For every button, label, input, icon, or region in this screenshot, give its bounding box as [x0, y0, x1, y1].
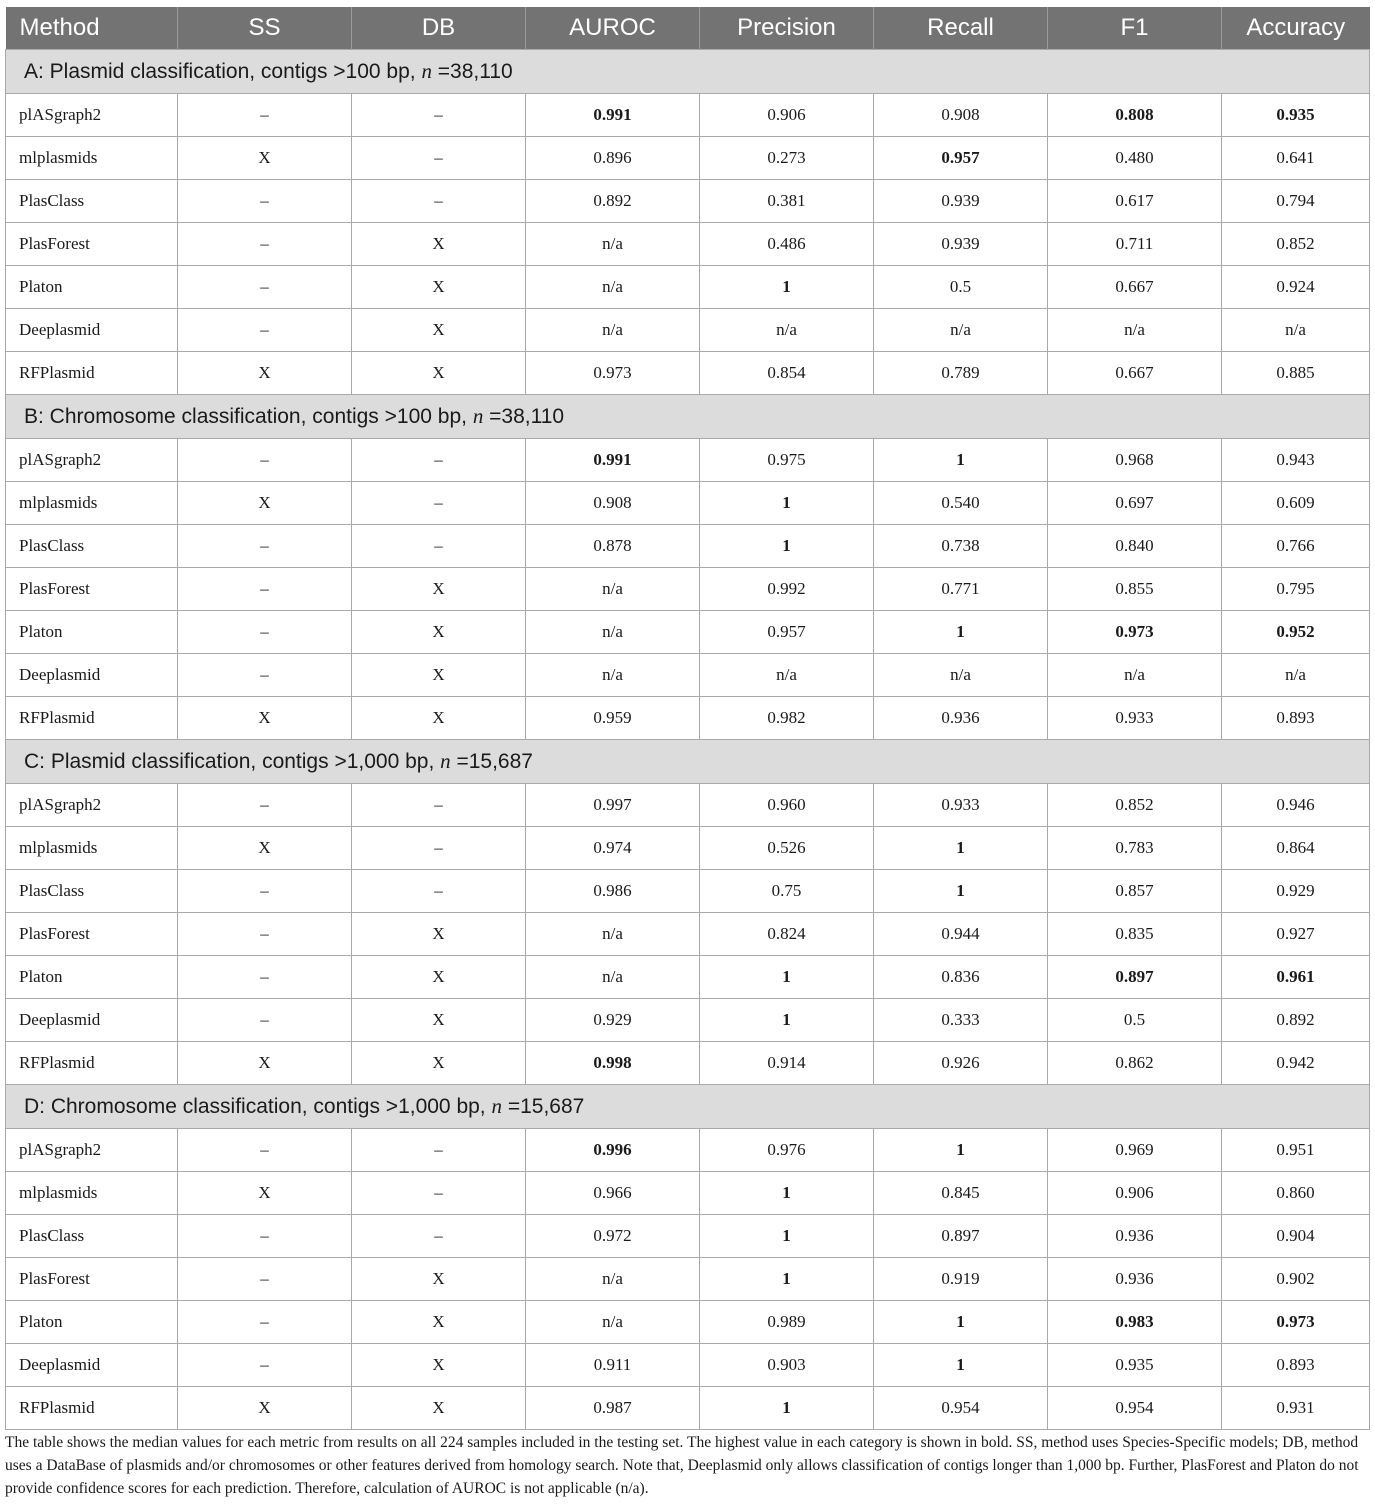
cell-auroc: 0.991 — [526, 439, 700, 482]
cell-auroc: n/a — [526, 913, 700, 956]
cell-ss: – — [178, 1344, 352, 1387]
cell-auroc: n/a — [526, 223, 700, 266]
cell-precision: n/a — [700, 309, 874, 352]
cell-db: – — [352, 1129, 526, 1172]
cell-ss: – — [178, 1215, 352, 1258]
cell-method: mlplasmids — [6, 482, 178, 525]
cell-ss: – — [178, 999, 352, 1042]
cell-ss: – — [178, 223, 352, 266]
cell-recall: 0.926 — [874, 1042, 1048, 1085]
cell-accuracy: 0.885 — [1222, 352, 1370, 395]
cell-f1: 0.973 — [1048, 611, 1222, 654]
cell-precision: 0.381 — [700, 180, 874, 223]
cell-db: X — [352, 223, 526, 266]
cell-method: Deeplasmid — [6, 999, 178, 1042]
cell-auroc: n/a — [526, 956, 700, 999]
header-ss: SS — [178, 7, 352, 50]
cell-recall: 0.944 — [874, 913, 1048, 956]
cell-recall: 0.738 — [874, 525, 1048, 568]
cell-recall: 0.897 — [874, 1215, 1048, 1258]
table-row — [6, 180, 1370, 223]
section-title — [6, 395, 1370, 439]
cell-precision: 1 — [700, 1387, 874, 1430]
cell-accuracy: 0.927 — [1222, 913, 1370, 956]
cell-precision: 0.75 — [700, 870, 874, 913]
cell-method: Platon — [6, 611, 178, 654]
table-header — [6, 7, 1370, 50]
table-row — [6, 654, 1370, 697]
cell-method: plASgraph2 — [6, 94, 178, 137]
cell-accuracy: 0.795 — [1222, 568, 1370, 611]
cell-method: Platon — [6, 266, 178, 309]
cell-f1: 0.711 — [1048, 223, 1222, 266]
cell-method: Deeplasmid — [6, 1344, 178, 1387]
cell-precision: 0.903 — [700, 1344, 874, 1387]
cell-f1: 0.617 — [1048, 180, 1222, 223]
cell-f1: 0.968 — [1048, 439, 1222, 482]
cell-f1: 0.936 — [1048, 1215, 1222, 1258]
cell-method: RFPlasmid — [6, 697, 178, 740]
cell-ss: – — [178, 1129, 352, 1172]
cell-db: X — [352, 1301, 526, 1344]
cell-auroc: 0.972 — [526, 1215, 700, 1258]
cell-accuracy: 0.935 — [1222, 94, 1370, 137]
table-row — [6, 482, 1370, 525]
cell-auroc: 0.911 — [526, 1344, 700, 1387]
cell-method: PlasForest — [6, 223, 178, 266]
cell-auroc: n/a — [526, 1301, 700, 1344]
cell-accuracy: 0.892 — [1222, 999, 1370, 1042]
cell-accuracy: 0.766 — [1222, 525, 1370, 568]
cell-db: X — [352, 611, 526, 654]
section-header — [6, 1085, 1370, 1129]
cell-f1: 0.862 — [1048, 1042, 1222, 1085]
cell-db: X — [352, 913, 526, 956]
cell-ss: X — [178, 482, 352, 525]
cell-db: X — [352, 654, 526, 697]
cell-auroc: 0.991 — [526, 94, 700, 137]
table-row — [6, 827, 1370, 870]
cell-method: Deeplasmid — [6, 654, 178, 697]
cell-f1: 0.667 — [1048, 266, 1222, 309]
cell-auroc: 0.997 — [526, 784, 700, 827]
table-row — [6, 309, 1370, 352]
cell-recall: 0.939 — [874, 223, 1048, 266]
section-header — [6, 740, 1370, 784]
cell-precision: 1 — [700, 482, 874, 525]
section-title-n-symbol: n — [440, 749, 451, 773]
section-header — [6, 395, 1370, 439]
cell-f1: 0.855 — [1048, 568, 1222, 611]
cell-ss: – — [178, 439, 352, 482]
cell-auroc: 0.959 — [526, 697, 700, 740]
cell-recall: 0.919 — [874, 1258, 1048, 1301]
cell-auroc: 0.987 — [526, 1387, 700, 1430]
cell-recall: 1 — [874, 1344, 1048, 1387]
cell-ss: X — [178, 352, 352, 395]
cell-ss: – — [178, 611, 352, 654]
table-row — [6, 1387, 1370, 1430]
cell-ss: – — [178, 654, 352, 697]
cell-ss: – — [178, 568, 352, 611]
cell-accuracy: n/a — [1222, 309, 1370, 352]
table-footnote: The table shows the median values for each metric from results on all 224 samples included in the testing set. The highest value in each category is shown in bold. SS, method uses Species-Specific models; DB, method uses a DataBase of plasmids and/or chromosomes or other features derived from homology search. Note that, Deeplasmid only allows classification of contigs longer than 1,000 bp. Further, PlasForest and Platon do not provide confidence scores for each prediction. Therefore, calculation of AUROC is not applicable (n/a). — [5, 1434, 1359, 1497]
cell-auroc: 0.908 — [526, 482, 700, 525]
cell-f1: 0.667 — [1048, 352, 1222, 395]
cell-db: X — [352, 352, 526, 395]
cell-auroc: 0.896 — [526, 137, 700, 180]
cell-f1: 0.840 — [1048, 525, 1222, 568]
cell-recall: 1 — [874, 870, 1048, 913]
cell-method: RFPlasmid — [6, 352, 178, 395]
cell-f1: 0.983 — [1048, 1301, 1222, 1344]
table-row — [6, 352, 1370, 395]
results-table-container — [5, 7, 1369, 1430]
cell-accuracy: 0.943 — [1222, 439, 1370, 482]
cell-recall: 1 — [874, 439, 1048, 482]
section-title-text: B: Chromosome classification, contigs >100 bp, — [24, 405, 473, 428]
cell-method: PlasForest — [6, 913, 178, 956]
cell-precision: 0.960 — [700, 784, 874, 827]
table-row — [6, 697, 1370, 740]
cell-auroc: 0.966 — [526, 1172, 700, 1215]
cell-method: RFPlasmid — [6, 1042, 178, 1085]
cell-accuracy: 0.794 — [1222, 180, 1370, 223]
cell-precision: 0.854 — [700, 352, 874, 395]
cell-db: X — [352, 999, 526, 1042]
cell-method: PlasForest — [6, 1258, 178, 1301]
cell-method: RFPlasmid — [6, 1387, 178, 1430]
cell-accuracy: 0.973 — [1222, 1301, 1370, 1344]
section-header — [6, 50, 1370, 94]
table-row — [6, 266, 1370, 309]
table-row — [6, 999, 1370, 1042]
table-row — [6, 94, 1370, 137]
cell-recall: 0.957 — [874, 137, 1048, 180]
cell-accuracy: 0.893 — [1222, 697, 1370, 740]
cell-f1: 0.857 — [1048, 870, 1222, 913]
cell-ss: – — [178, 1301, 352, 1344]
cell-precision: 0.975 — [700, 439, 874, 482]
cell-accuracy: 0.641 — [1222, 137, 1370, 180]
cell-recall: 0.908 — [874, 94, 1048, 137]
cell-recall: 1 — [874, 1301, 1048, 1344]
cell-precision: 0.982 — [700, 697, 874, 740]
cell-ss: X — [178, 1042, 352, 1085]
cell-method: mlplasmids — [6, 137, 178, 180]
cell-db: X — [352, 1344, 526, 1387]
table-row — [6, 784, 1370, 827]
cell-accuracy: 0.864 — [1222, 827, 1370, 870]
header-recall: Recall — [874, 7, 1048, 50]
cell-ss: X — [178, 1387, 352, 1430]
table-row — [6, 1172, 1370, 1215]
cell-accuracy: n/a — [1222, 654, 1370, 697]
section-title-count: =38,110 — [483, 405, 565, 428]
cell-precision: 0.273 — [700, 137, 874, 180]
cell-auroc: n/a — [526, 266, 700, 309]
cell-precision: 1 — [700, 1215, 874, 1258]
cell-db: – — [352, 137, 526, 180]
cell-db: – — [352, 827, 526, 870]
cell-precision: 0.526 — [700, 827, 874, 870]
cell-method: PlasForest — [6, 568, 178, 611]
cell-recall: 0.939 — [874, 180, 1048, 223]
cell-accuracy: 0.852 — [1222, 223, 1370, 266]
cell-db: X — [352, 697, 526, 740]
cell-db: X — [352, 956, 526, 999]
section-title-n-symbol: n — [491, 1094, 502, 1118]
cell-method: plASgraph2 — [6, 784, 178, 827]
cell-f1: 0.936 — [1048, 1258, 1222, 1301]
cell-precision: 1 — [700, 999, 874, 1042]
cell-accuracy: 0.952 — [1222, 611, 1370, 654]
cell-recall: 0.845 — [874, 1172, 1048, 1215]
cell-method: Platon — [6, 956, 178, 999]
cell-method: plASgraph2 — [6, 1129, 178, 1172]
section-title-n-symbol: n — [421, 59, 432, 83]
cell-recall: 0.333 — [874, 999, 1048, 1042]
table-row — [6, 870, 1370, 913]
cell-ss: – — [178, 94, 352, 137]
cell-auroc: 0.878 — [526, 525, 700, 568]
table-row — [6, 1258, 1370, 1301]
cell-accuracy: 0.609 — [1222, 482, 1370, 525]
cell-recall: 1 — [874, 827, 1048, 870]
cell-f1: 0.935 — [1048, 1344, 1222, 1387]
cell-db: – — [352, 180, 526, 223]
header-row — [6, 7, 1370, 50]
cell-precision: n/a — [700, 654, 874, 697]
cell-auroc: n/a — [526, 611, 700, 654]
section-title-text: A: Plasmid classification, contigs >100 bp, — [24, 60, 422, 83]
cell-accuracy: 0.893 — [1222, 1344, 1370, 1387]
cell-db: – — [352, 1172, 526, 1215]
cell-db: X — [352, 1387, 526, 1430]
header-precision: Precision — [700, 7, 874, 50]
cell-precision: 0.992 — [700, 568, 874, 611]
table-body — [6, 50, 1370, 1430]
cell-precision: 1 — [700, 266, 874, 309]
cell-f1: 0.954 — [1048, 1387, 1222, 1430]
cell-precision: 0.906 — [700, 94, 874, 137]
cell-f1: 0.697 — [1048, 482, 1222, 525]
cell-auroc: 0.973 — [526, 352, 700, 395]
table-row — [6, 956, 1370, 999]
cell-db: – — [352, 784, 526, 827]
cell-f1: 0.783 — [1048, 827, 1222, 870]
cell-recall: 1 — [874, 1129, 1048, 1172]
cell-auroc: n/a — [526, 568, 700, 611]
section-title — [6, 50, 1370, 94]
section-title-count: =15,687 — [501, 1095, 585, 1118]
cell-recall: n/a — [874, 309, 1048, 352]
cell-recall: 0.789 — [874, 352, 1048, 395]
table-row — [6, 525, 1370, 568]
cell-precision: 1 — [700, 956, 874, 999]
section-title — [6, 1085, 1370, 1129]
cell-db: – — [352, 482, 526, 525]
cell-f1: 0.969 — [1048, 1129, 1222, 1172]
header-accuracy: Accuracy — [1222, 7, 1370, 50]
cell-recall: 0.933 — [874, 784, 1048, 827]
cell-ss: – — [178, 913, 352, 956]
cell-recall: 0.540 — [874, 482, 1048, 525]
section-title-n-symbol: n — [472, 404, 484, 428]
cell-recall: 0.771 — [874, 568, 1048, 611]
cell-db: – — [352, 439, 526, 482]
cell-ss: – — [178, 309, 352, 352]
cell-auroc: n/a — [526, 1258, 700, 1301]
cell-precision: 1 — [700, 1258, 874, 1301]
cell-auroc: 0.986 — [526, 870, 700, 913]
cell-precision: 0.989 — [700, 1301, 874, 1344]
cell-accuracy: 0.951 — [1222, 1129, 1370, 1172]
table-row — [6, 439, 1370, 482]
cell-ss: – — [178, 180, 352, 223]
cell-auroc: 0.929 — [526, 999, 700, 1042]
cell-ss: – — [178, 1258, 352, 1301]
cell-f1: 0.835 — [1048, 913, 1222, 956]
cell-auroc: 0.996 — [526, 1129, 700, 1172]
header-db: DB — [352, 7, 526, 50]
cell-ss: – — [178, 525, 352, 568]
cell-auroc: n/a — [526, 309, 700, 352]
cell-db: – — [352, 870, 526, 913]
cell-db: – — [352, 94, 526, 137]
cell-f1: 0.808 — [1048, 94, 1222, 137]
table-row — [6, 1129, 1370, 1172]
cell-precision: 0.486 — [700, 223, 874, 266]
cell-recall: 0.836 — [874, 956, 1048, 999]
cell-ss: X — [178, 697, 352, 740]
cell-method: Platon — [6, 1301, 178, 1344]
cell-auroc: 0.892 — [526, 180, 700, 223]
cell-f1: 0.5 — [1048, 999, 1222, 1042]
cell-recall: 0.936 — [874, 697, 1048, 740]
cell-accuracy: 0.942 — [1222, 1042, 1370, 1085]
section-title-text: D: Chromosome classification, contigs >1,000 bp, — [24, 1095, 492, 1118]
cell-db: – — [352, 1215, 526, 1258]
cell-ss: – — [178, 870, 352, 913]
cell-f1: 0.852 — [1048, 784, 1222, 827]
table-row — [6, 1344, 1370, 1387]
table-row — [6, 1301, 1370, 1344]
table-row — [6, 223, 1370, 266]
cell-method: PlasClass — [6, 870, 178, 913]
header-method: Method — [6, 7, 178, 50]
cell-accuracy: 0.860 — [1222, 1172, 1370, 1215]
cell-recall: 1 — [874, 611, 1048, 654]
cell-ss: – — [178, 956, 352, 999]
cell-f1: 0.897 — [1048, 956, 1222, 999]
header-auroc: AUROC — [526, 7, 700, 50]
cell-auroc: 0.998 — [526, 1042, 700, 1085]
results-table — [5, 7, 1370, 1430]
cell-db: X — [352, 309, 526, 352]
section-title-text: C: Plasmid classification, contigs >1,000 bp, — [24, 750, 441, 773]
table-row — [6, 568, 1370, 611]
cell-precision: 1 — [700, 1172, 874, 1215]
table-row — [6, 1042, 1370, 1085]
cell-precision: 0.824 — [700, 913, 874, 956]
cell-method: plASgraph2 — [6, 439, 178, 482]
cell-precision: 0.976 — [700, 1129, 874, 1172]
cell-auroc: n/a — [526, 654, 700, 697]
cell-recall: 0.954 — [874, 1387, 1048, 1430]
cell-method: PlasClass — [6, 180, 178, 223]
cell-method: mlplasmids — [6, 827, 178, 870]
cell-accuracy: 0.931 — [1222, 1387, 1370, 1430]
cell-f1: n/a — [1048, 309, 1222, 352]
cell-recall: n/a — [874, 654, 1048, 697]
cell-precision: 1 — [700, 525, 874, 568]
table-row — [6, 1215, 1370, 1258]
cell-ss: X — [178, 137, 352, 180]
cell-accuracy: 0.961 — [1222, 956, 1370, 999]
table-row — [6, 611, 1370, 654]
cell-f1: 0.480 — [1048, 137, 1222, 180]
cell-f1: n/a — [1048, 654, 1222, 697]
cell-ss: X — [178, 827, 352, 870]
cell-method: PlasClass — [6, 525, 178, 568]
cell-accuracy: 0.946 — [1222, 784, 1370, 827]
cell-precision: 0.914 — [700, 1042, 874, 1085]
cell-accuracy: 0.924 — [1222, 266, 1370, 309]
header-f1: F1 — [1048, 7, 1222, 50]
cell-method: Deeplasmid — [6, 309, 178, 352]
cell-accuracy: 0.929 — [1222, 870, 1370, 913]
cell-method: mlplasmids — [6, 1172, 178, 1215]
cell-f1: 0.933 — [1048, 697, 1222, 740]
cell-db: X — [352, 266, 526, 309]
cell-accuracy: 0.902 — [1222, 1258, 1370, 1301]
cell-accuracy: 0.904 — [1222, 1215, 1370, 1258]
cell-auroc: 0.974 — [526, 827, 700, 870]
section-title-count: =38,110 — [431, 60, 513, 83]
cell-method: PlasClass — [6, 1215, 178, 1258]
table-row — [6, 913, 1370, 956]
cell-ss: – — [178, 266, 352, 309]
cell-db: – — [352, 525, 526, 568]
cell-db: X — [352, 1258, 526, 1301]
cell-f1: 0.906 — [1048, 1172, 1222, 1215]
section-title-count: =15,687 — [450, 750, 533, 773]
cell-db: X — [352, 568, 526, 611]
cell-precision: 0.957 — [700, 611, 874, 654]
cell-ss: – — [178, 784, 352, 827]
cell-ss: X — [178, 1172, 352, 1215]
cell-db: X — [352, 1042, 526, 1085]
table-row — [6, 137, 1370, 180]
section-title — [6, 740, 1370, 784]
cell-recall: 0.5 — [874, 266, 1048, 309]
